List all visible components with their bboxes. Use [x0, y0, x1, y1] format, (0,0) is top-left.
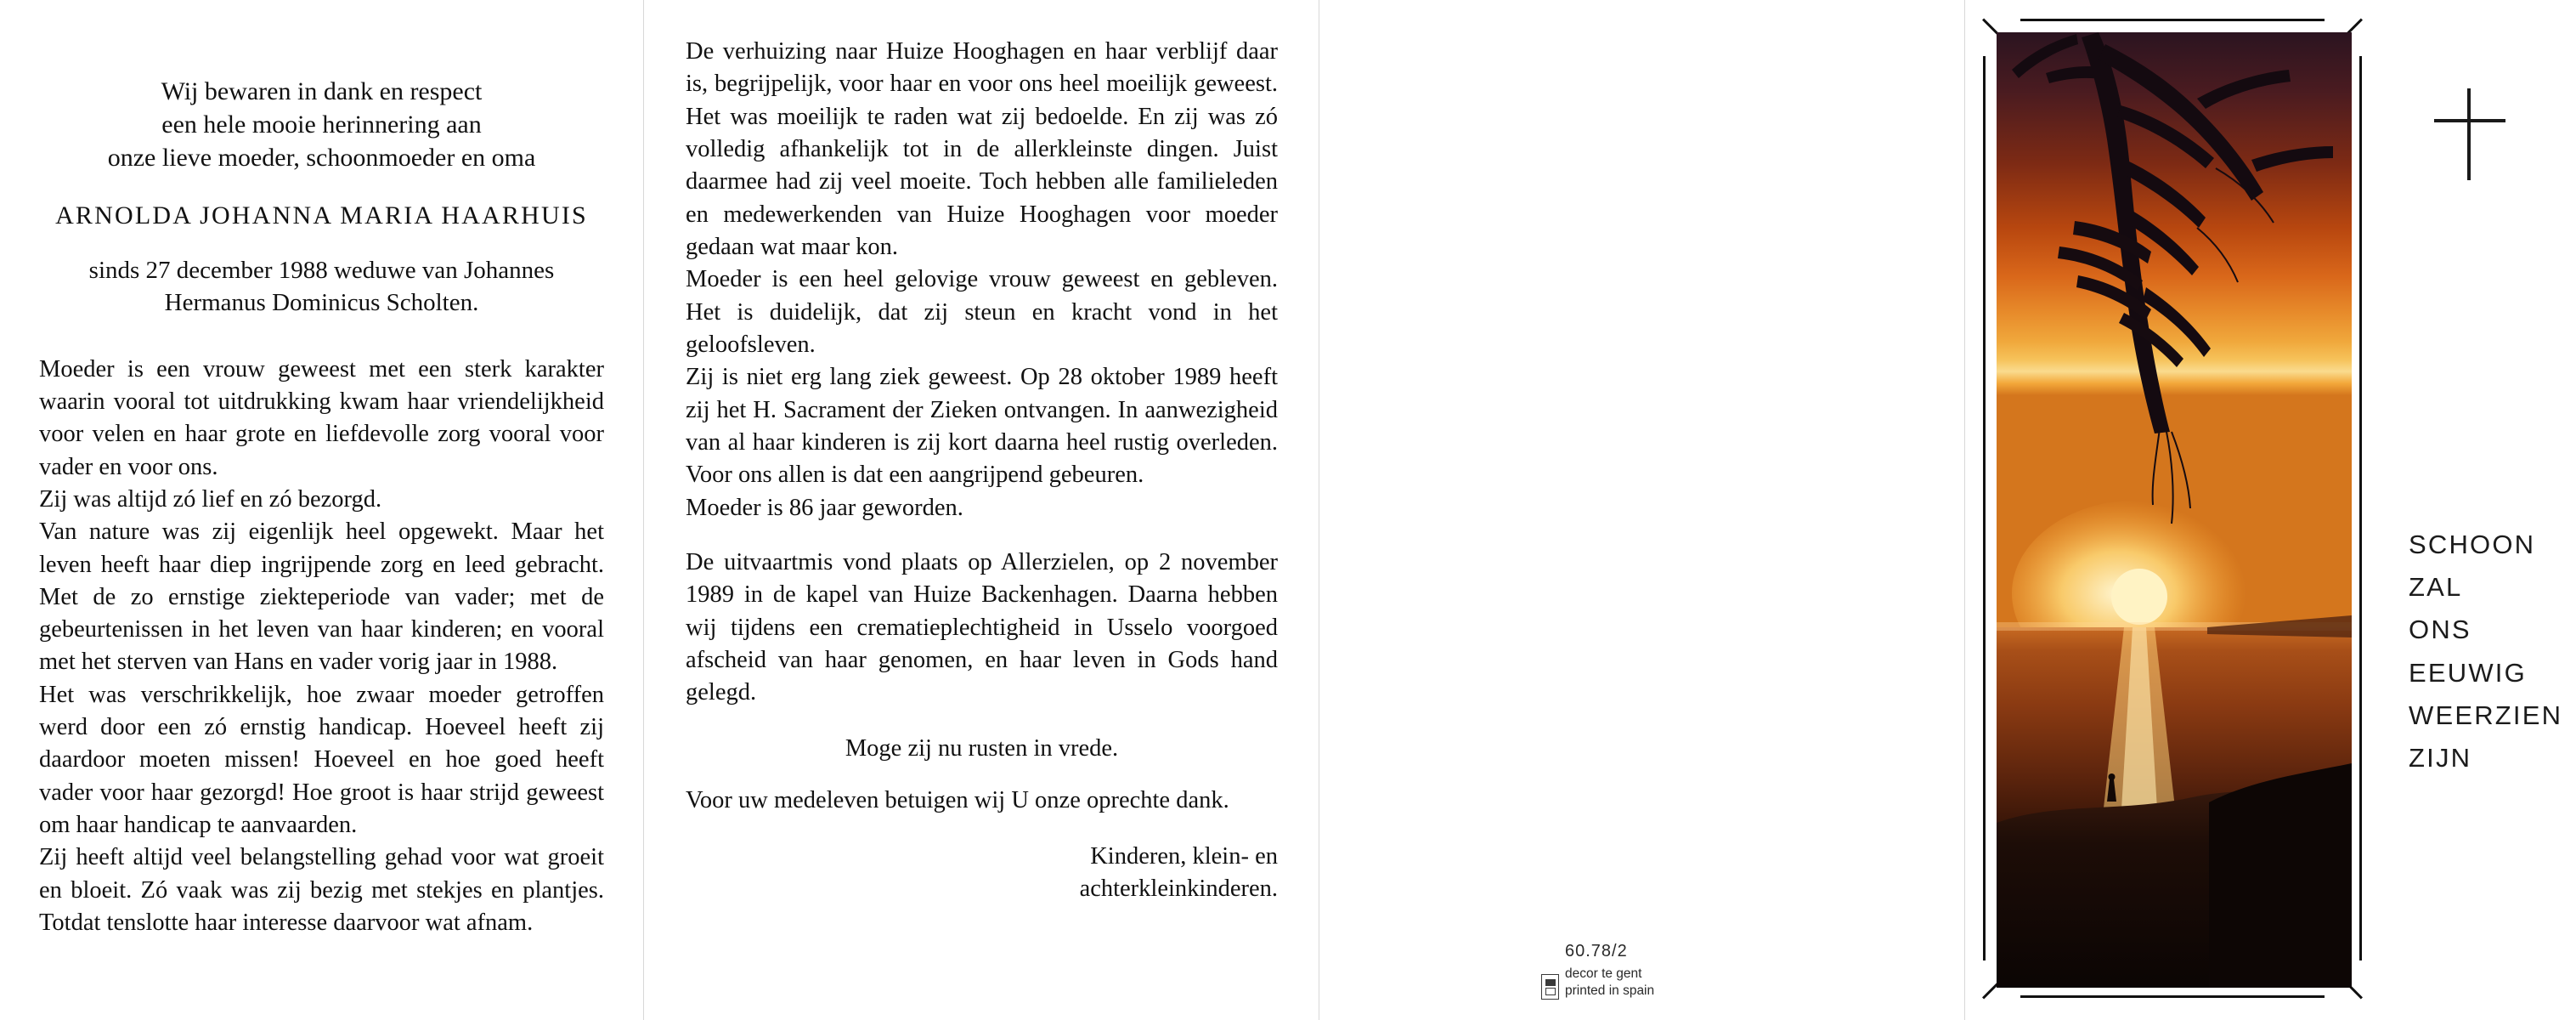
signature-block — [686, 841, 1278, 906]
blessing-line: Moge zij nu rusten in vrede. — [845, 734, 1119, 762]
photo-panel — [1964, 0, 2576, 1020]
paragraph: Het was verschrikkelijk, hoe zwaar moeder getroffen werd door een zó ernstig handicap. Hoeveel heeft zij daardoor moeten missen! Hoeveel en hoe goed heeft vader voor haar gezorgd! Hoe groot is haar strijd geweest om haar handicap te aanvaarden. — [39, 681, 604, 839]
photo-frame — [1983, 19, 2362, 998]
verse-line-3: ONS — [2409, 615, 2471, 645]
middle-body-text-part1 — [686, 36, 1278, 524]
dedication-line-1: Wij bewaren in dank en respect — [161, 77, 483, 105]
verse-line-1: SCHOON — [2409, 530, 2536, 559]
dedication-line-2: een hele mooie herinnering aan — [161, 110, 482, 139]
paragraph: Zij was altijd zó lief en zó bezorgd. — [39, 485, 382, 513]
verse-line-4: EEUWIG — [2409, 657, 2527, 688]
signature-line-1: Kinderen, klein- en — [1090, 842, 1278, 870]
cross-vertical — [2467, 88, 2471, 180]
widow-line-1: sinds 27 december 1988 weduwe van — [88, 257, 458, 284]
printer-icon — [1541, 974, 1559, 1000]
printer-mark — [1541, 942, 1654, 1000]
paragraph: Zij heeft altijd veel belangstelling gehad voor wat groeit en bloeit. Zó vaak was zij bezig met stekjes en plantjes. Totdat tenslotte haar interesse daarvoor wat afnam. — [39, 844, 604, 937]
sunset-photo — [1997, 32, 2352, 988]
paragraph: De verhuizing naar Huize Hooghagen en haar verblijf daar is, begrijpelijk, voor haar en voor ons heel moeilijk geweest. Het was moeilijk te raden wat zij bedoelde. En zij was zó volledig afhankelijk tot in de allerkleinste dingen. Juist daarmee had zij veel moeite. Toch hebben alle familieleden en medewerkenden van Huize Hooghagen voor moeder gedaan wat maar kon. — [686, 38, 1278, 260]
fold-line-3 — [1964, 0, 1965, 1020]
verse-line-5: WEERZIEN — [2409, 700, 2563, 730]
deceased-name: ARNOLDA JOHANNA MARIA HAARHUIS — [55, 201, 588, 230]
widow-line-2: Johannes Hermanus Dominicus Scholten. — [164, 257, 555, 317]
printer-text — [1565, 966, 1654, 1000]
thanks-text — [686, 785, 1278, 817]
dedication-line-3: onze lieve moeder, schoonmoeder en oma — [107, 144, 536, 172]
printer-line-1: decor te gent — [1565, 966, 1642, 982]
paragraph: Moeder is een vrouw geweest met een sterk karakter waarin vooral tot uitdrukking kwam haar vriendelijkheid voor velen en haar grote en liefdevolle zorg vooral voor vader en voor ons. — [39, 355, 604, 480]
middle-text-panel — [643, 0, 1319, 1020]
widow-block — [39, 254, 604, 320]
paragraph: Moeder is een heel gelovige vrouw geweest en gebleven. Het is duidelijk, dat zij steun en kracht vond in het geloofsleven. — [686, 266, 1278, 358]
left-text-panel — [0, 0, 643, 1020]
printer-line-2: printed in spain — [1565, 983, 1655, 999]
verse-line-2: ZAL — [2409, 572, 2463, 603]
cross-horizontal — [2434, 119, 2505, 122]
blank-panel — [1319, 0, 1964, 1020]
fold-line-1 — [643, 0, 644, 1020]
verse-block — [2409, 524, 2562, 779]
middle-body-text-part2 — [686, 547, 1278, 710]
signature-line-2: achterkleinkinderen. — [1079, 876, 1278, 903]
left-body-text — [39, 354, 604, 940]
dedication-block — [39, 75, 604, 174]
paragraph: Voor uw medeleven betuigen wij U onze oprechte dank. — [686, 786, 1229, 813]
latin-cross-icon — [2434, 88, 2505, 180]
paragraph: De uitvaartmis vond plaats op Allerzielen, op 2 november 1989 in de kapel van Huize Backenhagen. Daarna hebben wij tijdens een crematieplechtigheid in Usselo voorgoed afscheid van haar genomen, en haar leven in Gods hand gelegd. — [686, 548, 1278, 706]
verse-line-6: ZIJN — [2409, 743, 2472, 774]
paragraph: Zij is niet erg lang ziek geweest. Op 28 oktober 1989 heeft zij het H. Sacrament der Zieken ontvangen. In aanwezigheid van al haar kinderen is zij kort daarna heel rustig overleden. Voor ons allen is dat een aangrijpend gebeuren. — [686, 364, 1278, 489]
printer-code: 60.78/2 — [1565, 942, 1628, 961]
paragraph: Van nature was zij eigenlijk heel opgewekt. Maar het leven heeft haar diep ingrijpende zorg en leed gebracht. Met de zo ernstige ziekteperiode van vader; met de gebeurtenissen in het leven van haar kinderen; en vooral met het sterven van Hans en vader vorig jaar in 1988. — [39, 518, 604, 676]
paragraph: Moeder is 86 jaar geworden. — [686, 494, 963, 521]
paragraph-gap — [686, 524, 1278, 547]
printer-row — [1541, 966, 1654, 1000]
